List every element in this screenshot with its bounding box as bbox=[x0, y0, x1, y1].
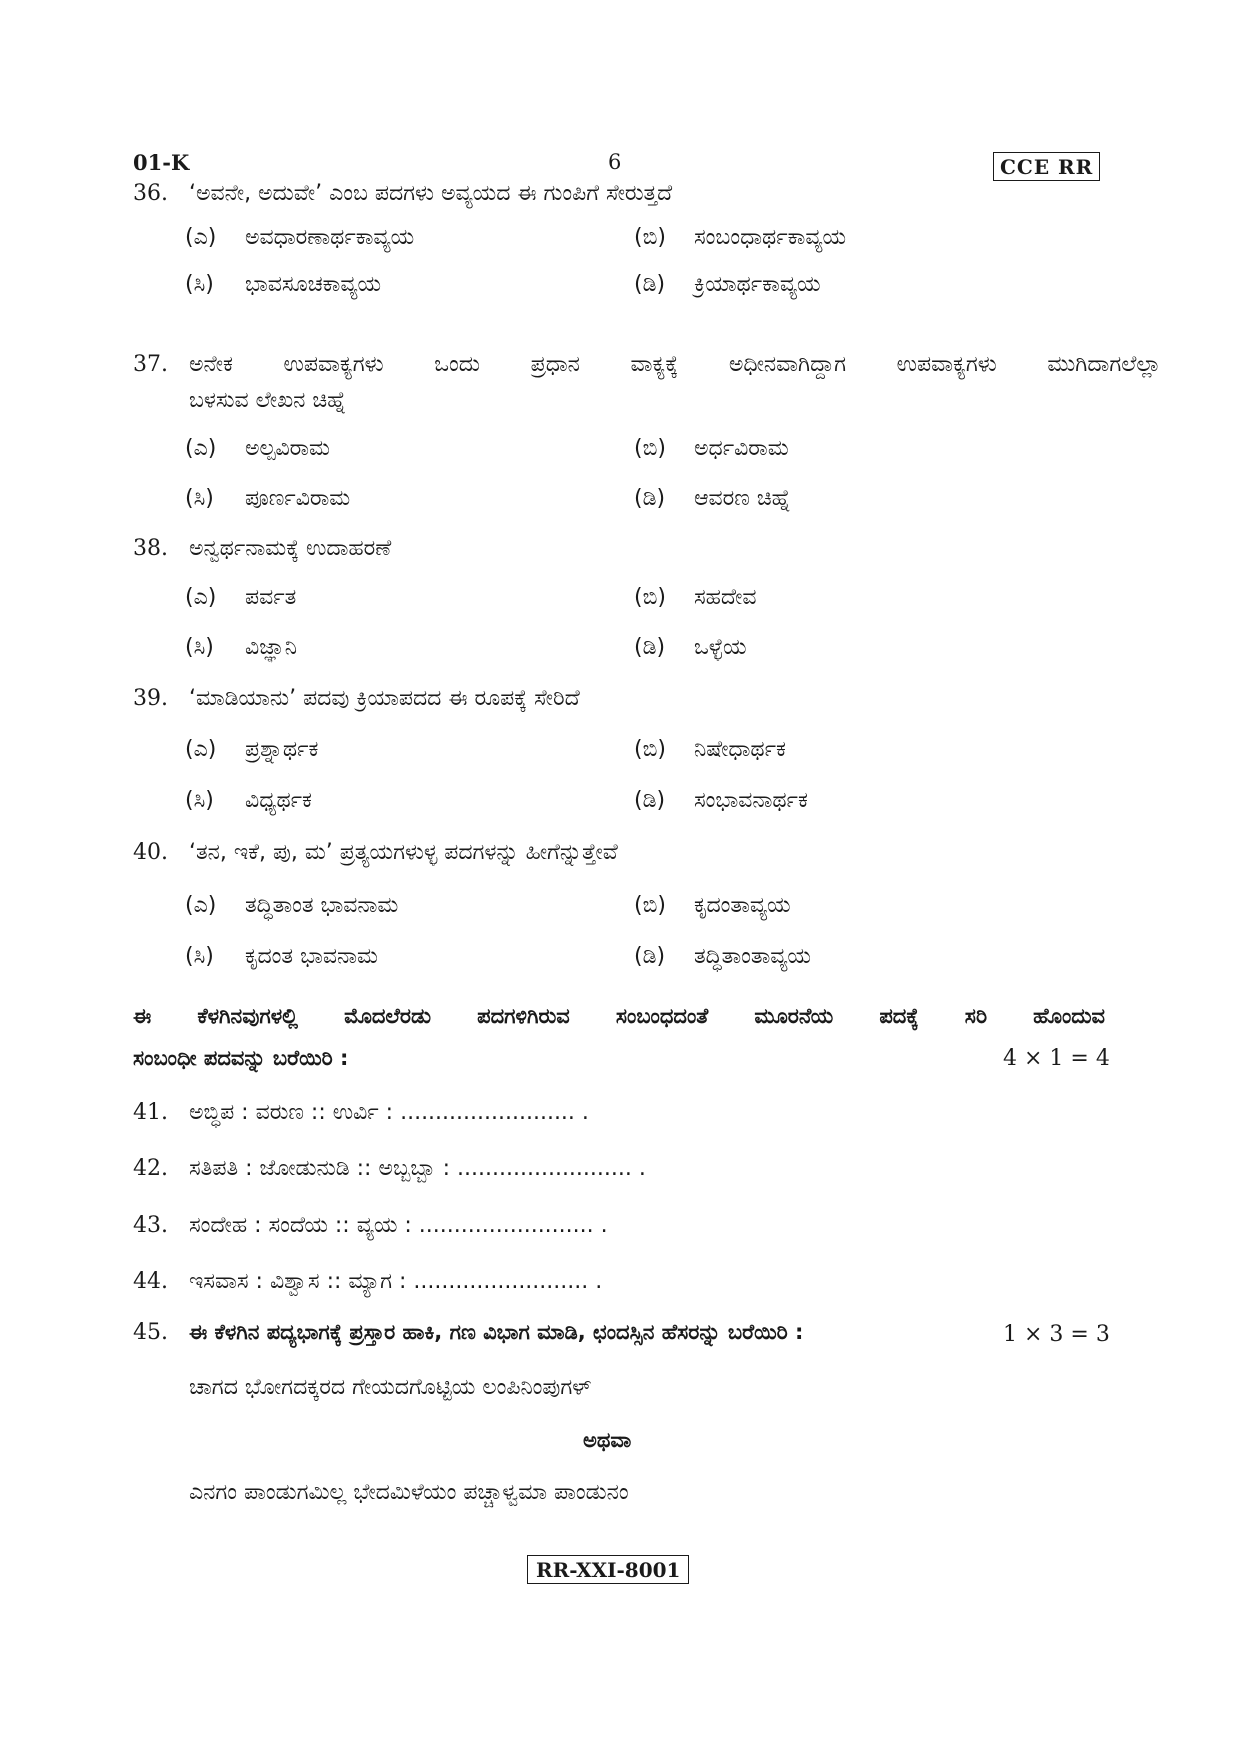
question-number: 45. bbox=[133, 1320, 168, 1345]
option-text: ಅಲ್ಪವಿರಾಮ bbox=[245, 436, 330, 461]
question-42 bbox=[133, 1156, 646, 1181]
question-37 bbox=[133, 347, 1161, 413]
question-38 bbox=[133, 531, 391, 567]
option-label: (ಸಿ) bbox=[185, 944, 214, 969]
option-label: (ಎ) bbox=[185, 585, 217, 610]
question-number: 41. bbox=[133, 1100, 168, 1125]
option-label: (ಬಿ) bbox=[634, 585, 666, 610]
option-c bbox=[185, 941, 378, 973]
option-text: ಕೃದಂತಾವ್ಯಯ bbox=[694, 893, 791, 918]
question-44 bbox=[133, 1269, 602, 1294]
option-text: ಪರ್ವತ bbox=[245, 585, 297, 610]
option-text: ನಿಷೇಧಾರ್ಥಕ bbox=[694, 737, 786, 762]
option-d bbox=[634, 785, 808, 817]
verse-2: ಎನಗಂ ಪಾಂಡುಗಮಿಲ್ಲ ಭೇದಮಿಳೆಯಂ ಪಚ್ಚಾಳ್ವಮಾ ಪಾಂಡುನಂ bbox=[189, 1480, 629, 1505]
question-45 bbox=[133, 1320, 803, 1345]
question-41 bbox=[133, 1100, 589, 1125]
paper-code: 01-K bbox=[133, 150, 190, 175]
question-number: 37. bbox=[133, 352, 168, 377]
option-c bbox=[185, 785, 312, 817]
question-stem: ಅನ್ವರ್ಥನಾಮಕ್ಕೆ ಉದಾಹರಣೆ bbox=[189, 536, 392, 561]
option-label: (ಸಿ) bbox=[185, 272, 214, 297]
question-43 bbox=[133, 1213, 608, 1238]
option-c bbox=[185, 269, 381, 301]
question-number: 42. bbox=[133, 1156, 168, 1181]
option-label: (ಡಿ) bbox=[634, 944, 666, 969]
option-label: (ಡಿ) bbox=[634, 635, 666, 660]
option-label: (ಸಿ) bbox=[185, 486, 214, 511]
question-stem: ‘ಅವನೇ, ಅದುವೇ’ ಎಂಬ ಪದಗಳು ಅವ್ಯಯದ ಈ ಗುಂಪಿಗೆ ಸೇರುತ್ತದೆ bbox=[189, 181, 673, 206]
option-label: (ಬಿ) bbox=[634, 225, 666, 250]
option-d bbox=[634, 941, 811, 973]
option-label: (ಬಿ) bbox=[634, 436, 666, 461]
option-text: ಅವಧಾರಣಾರ್ಥಕಾವ್ಯಯ bbox=[245, 225, 415, 250]
analogy-text: ಇಸವಾಸ : ವಿಶ್ವಾಸ :: ಮ್ಯಾಗ : ......................... . bbox=[189, 1269, 603, 1294]
series-box: CCE RR bbox=[993, 152, 1100, 181]
option-b bbox=[634, 222, 846, 254]
option-b bbox=[634, 582, 756, 614]
analogy-text: ಸತಿಪತಿ : ಜೋಡುನುಡಿ :: ಅಬ್ಬಬ್ಬಾ : ......................... . bbox=[189, 1156, 646, 1181]
question-number: 36. bbox=[133, 181, 168, 206]
question-number: 38. bbox=[133, 536, 168, 561]
option-a bbox=[185, 734, 318, 766]
option-a bbox=[185, 433, 330, 465]
question-36 bbox=[133, 176, 672, 212]
option-label: (ಎ) bbox=[185, 893, 217, 918]
option-text: ಪೂರ್ಣವಿರಾಮ bbox=[245, 486, 351, 511]
question-stem: ‘ತನ, ಇಕೆ, ಪು, ಮ’ ಪ್ರತ್ಯಯಗಳುಳ್ಳ ಪದಗಳನ್ನು ಹೀಗೆನ್ನುತ್ತೇವೆ bbox=[189, 840, 618, 865]
analogy-text: ಸಂದೇಹ : ಸಂದೆಯ :: ವ್ಯಯ : ......................... . bbox=[189, 1213, 608, 1238]
option-label: (ಬಿ) bbox=[634, 893, 666, 918]
question-40 bbox=[133, 835, 618, 871]
option-b bbox=[634, 433, 789, 465]
option-d bbox=[634, 483, 791, 515]
option-a bbox=[185, 890, 398, 922]
option-text: ಆವರಣ ಚಿಹ್ನೆ bbox=[694, 486, 791, 511]
option-d bbox=[634, 632, 747, 664]
option-label: (ಎ) bbox=[185, 737, 217, 762]
verse-1: ಚಾಗದ ಭೋಗದಕ್ಕರದ ಗೇಯದಗೊಟ್ಟಿಯ ಲಂಪಿನಿಂಪುಗಳ್ bbox=[189, 1375, 592, 1400]
option-text: ತದ್ಧಿತಾಂತ ಭಾವನಾಮ bbox=[245, 893, 399, 918]
option-c bbox=[185, 632, 297, 664]
option-d bbox=[634, 269, 821, 301]
section-instruction-line2: ಸಂಬಂಧೀ ಪದವನ್ನು ಬರೆಯಿರಿ : bbox=[133, 1046, 349, 1070]
option-label: (ಎ) bbox=[185, 436, 217, 461]
question-stem: ಅನೇಕ ಉಪವಾಕ್ಯಗಳು ಒಂದು ಪ್ರಧಾನ ವಾಕ್ಯಕ್ಕೆ ಅಧೀನವಾಗಿದ್ದಾಗ ಉಪವಾಕ್ಯಗಳು ಮುಗಿದಾಗಲೆಲ್ಲಾ bbox=[189, 352, 1161, 377]
question-number: 40. bbox=[133, 840, 168, 865]
section-marks: 4 × 1 = 4 bbox=[1003, 1046, 1110, 1071]
option-a bbox=[185, 582, 296, 614]
option-text: ಕ್ರಿಯಾರ್ಥಕಾವ್ಯಯ bbox=[694, 272, 821, 297]
question-stem: ಈ ಕೆಳಗಿನ ಪದ್ಯಭಾಗಕ್ಕೆ ಪ್ರಸ್ತಾರ ಹಾಕಿ, ಗಣ ವಿಭಾಗ ಮಾಡಿ, ಛಂದಸ್ಸಿನ ಹೆಸರನ್ನು ಬರೆಯಿರಿ : bbox=[189, 1320, 804, 1344]
section-instruction-line1: ಈ ಕೆಳಗಿನವುಗಳಲ್ಲಿ ಮೊದಲೆರಡು ಪದಗಳಿಗಿರುವ ಸಂಬಂಧದಂತೆ ಮೂರನೆಯ ಪದಕ್ಕೆ ಸರಿ ಹೊಂದುವ bbox=[133, 1004, 1105, 1028]
or-label: ಅಥವಾ bbox=[583, 1428, 632, 1452]
option-a bbox=[185, 222, 414, 254]
option-label: (ಡಿ) bbox=[634, 486, 666, 511]
option-text: ತದ್ಧಿತಾಂತಾವ್ಯಯ bbox=[694, 944, 811, 969]
option-label: (ಡಿ) bbox=[634, 272, 666, 297]
question-stem-line2: ಬಳಸುವ ಲೇಖನ ಚಿಹ್ನೆ bbox=[189, 388, 347, 413]
option-text: ಒಳ್ಳೆಯ bbox=[694, 635, 747, 660]
option-c bbox=[185, 483, 350, 515]
option-text: ಭಾವಸೂಚಕಾವ್ಯಯ bbox=[245, 272, 382, 297]
option-text: ಪ್ರಶ್ನಾರ್ಥಕ bbox=[245, 737, 319, 762]
option-b bbox=[634, 890, 791, 922]
option-label: (ಸಿ) bbox=[185, 635, 214, 660]
question-45-marks: 1 × 3 = 3 bbox=[1003, 1322, 1110, 1347]
footer-code-box: RR-XXI-8001 bbox=[527, 1555, 689, 1584]
option-text: ಸಂಭಾವನಾರ್ಥಕ bbox=[694, 788, 808, 813]
option-text: ಅರ್ಧವಿರಾಮ bbox=[694, 436, 789, 461]
analogy-text: ಅಬ್ಧಿಪ : ವರುಣ :: ಉರ್ವಿ : ......................... . bbox=[189, 1100, 589, 1125]
option-label: (ಡಿ) bbox=[634, 788, 666, 813]
page-number: 6 bbox=[608, 150, 622, 174]
option-text: ವಿಜ್ಞಾನಿ bbox=[245, 635, 298, 660]
question-number: 39. bbox=[133, 686, 168, 711]
option-label: (ಎ) bbox=[185, 225, 217, 250]
question-stem: ‘ಮಾಡಿಯಾನು’ ಪದವು ಕ್ರಿಯಾಪದದ ಈ ರೂಪಕ್ಕೆ ಸೇರಿದೆ bbox=[189, 686, 580, 711]
question-number: 44. bbox=[133, 1269, 168, 1294]
option-text: ಸಂಬಂಧಾರ್ಥಕಾವ್ಯಯ bbox=[694, 225, 847, 250]
option-text: ಕೃದಂತ ಭಾವನಾಮ bbox=[245, 944, 378, 969]
option-b bbox=[634, 734, 786, 766]
option-text: ಸಹದೇವ bbox=[694, 585, 757, 610]
option-label: (ಸಿ) bbox=[185, 788, 214, 813]
question-39 bbox=[133, 681, 580, 717]
option-text: ವಿಧ್ಯರ್ಥಕ bbox=[245, 788, 312, 813]
option-label: (ಬಿ) bbox=[634, 737, 666, 762]
question-number: 43. bbox=[133, 1213, 168, 1238]
